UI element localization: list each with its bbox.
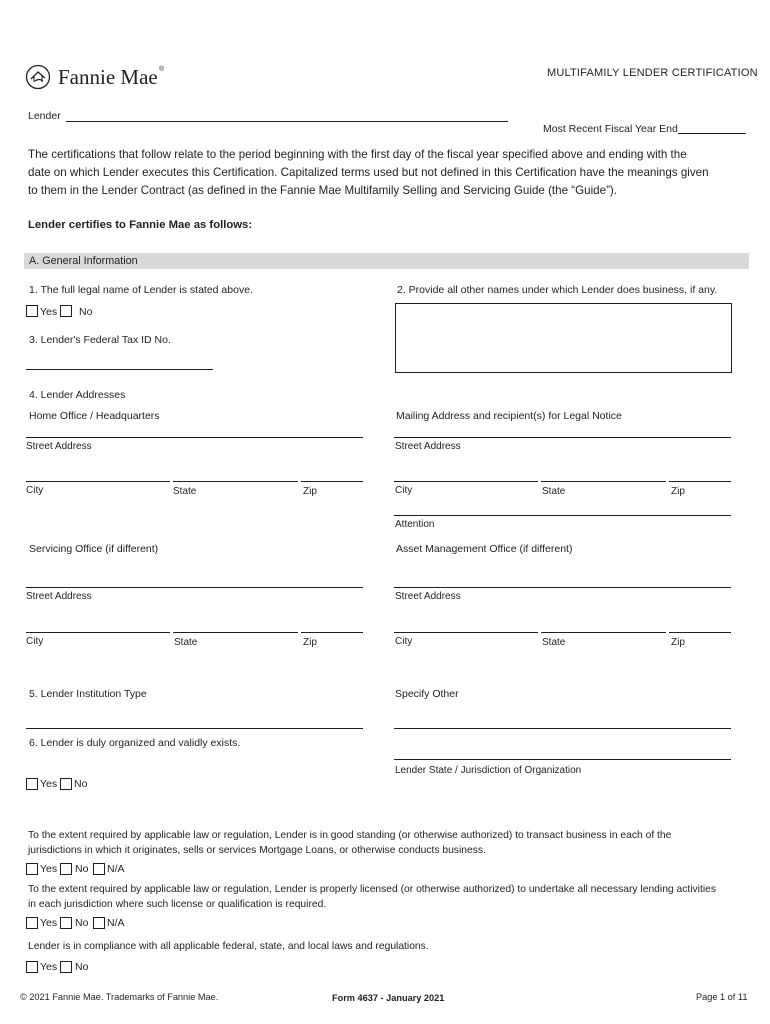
asset-city-label: City bbox=[395, 636, 413, 647]
servicing-city-input[interactable] bbox=[26, 632, 170, 633]
licensed-na-label: N/A bbox=[107, 917, 125, 929]
footer-form-number: Form 4637 - January 2021 bbox=[332, 993, 445, 1003]
licensed-line: in each jurisdiction where such license or qualification is required. bbox=[28, 899, 327, 910]
intro-line: The certifications that follow relate to the period beginning with the first day of the fiscal year specified above and ending with the bbox=[28, 148, 687, 161]
good-standing-yes-label: Yes bbox=[40, 863, 58, 875]
logo-text: Fannie Mae bbox=[58, 65, 158, 89]
asset-city-input[interactable] bbox=[394, 632, 538, 633]
servicing-office-label: Servicing Office (if different) bbox=[29, 543, 159, 555]
q6-label: 6. Lender is duly organized and validly exists. bbox=[29, 737, 241, 749]
q6-yes-label: Yes bbox=[40, 778, 58, 790]
licensed-no-checkbox[interactable] bbox=[60, 917, 72, 929]
institution-type-input[interactable] bbox=[26, 728, 363, 729]
q5-label: 5. Lender Institution Type bbox=[29, 688, 147, 700]
mailing-state-input[interactable] bbox=[541, 481, 666, 482]
other-names-textarea[interactable] bbox=[395, 303, 732, 373]
good-standing-no-label: No bbox=[75, 863, 89, 875]
mailing-zip-input[interactable] bbox=[669, 481, 731, 482]
home-state-input[interactable] bbox=[173, 481, 298, 482]
q1-yes-label: Yes bbox=[40, 306, 58, 318]
licensed-no-label: No bbox=[75, 917, 89, 929]
home-office-label: Home Office / Headquarters bbox=[29, 410, 160, 422]
intro-line: date on which Lender executes this Certification. Capitalized terms used but not defined in this Certification have the meanings given bbox=[28, 166, 709, 179]
attention-label: Attention bbox=[395, 519, 435, 530]
asset-zip-label: Zip bbox=[671, 637, 685, 648]
intro-paragraph bbox=[28, 146, 748, 200]
intro-line: to them in the Lender Contract (as defined in the Fannie Mae Multifamily Selling and Servicing Guide (the “Guide”). bbox=[28, 184, 618, 197]
licensed-yes-label: Yes bbox=[40, 917, 58, 929]
footer-copyright: © 2021 Fannie Mae. Trademarks of Fannie Mae. bbox=[20, 992, 219, 1002]
home-street-input[interactable] bbox=[26, 437, 363, 438]
licensed-yes-checkbox[interactable] bbox=[26, 917, 38, 929]
q1-yes-checkbox[interactable] bbox=[26, 305, 38, 317]
asset-mgmt-office-label: Asset Management Office (if different) bbox=[396, 543, 573, 555]
logo-registered-mark: ® bbox=[159, 66, 165, 73]
compliance-no-label: No bbox=[75, 961, 89, 973]
section-a-header bbox=[24, 253, 749, 269]
servicing-state-input[interactable] bbox=[173, 632, 298, 633]
mailing-city-input[interactable] bbox=[394, 481, 538, 482]
asset-state-label: State bbox=[542, 637, 566, 648]
lender-state-label: Lender State / Jurisdiction of Organization bbox=[395, 765, 582, 776]
good-standing-no-checkbox[interactable] bbox=[60, 863, 72, 875]
home-zip-input[interactable] bbox=[301, 481, 363, 482]
q6-no-label: No bbox=[74, 778, 88, 790]
good-standing-na-checkbox[interactable] bbox=[93, 863, 105, 875]
licensed-na-checkbox[interactable] bbox=[93, 917, 105, 929]
compliance-yes-label: Yes bbox=[40, 961, 58, 973]
compliance-yes-checkbox[interactable] bbox=[26, 961, 38, 973]
home-state-label: State bbox=[173, 486, 197, 497]
q2-label: 2. Provide all other names under which Lender does business, if any. bbox=[397, 284, 718, 296]
mailing-street-input[interactable] bbox=[394, 437, 731, 438]
mailing-zip-label: Zip bbox=[671, 486, 685, 497]
footer-page-number: Page 1 of 11 bbox=[696, 992, 748, 1002]
fiscal-year-input[interactable] bbox=[678, 133, 746, 134]
servicing-state-label: State bbox=[174, 637, 198, 648]
servicing-city-label: City bbox=[26, 636, 44, 647]
home-city-label: City bbox=[26, 485, 44, 496]
q4-label: 4. Lender Addresses bbox=[29, 389, 126, 401]
q6-yes-checkbox[interactable] bbox=[26, 778, 38, 790]
home-street-label: Street Address bbox=[26, 441, 92, 452]
asset-street-label: Street Address bbox=[395, 591, 461, 602]
lender-label: Lender bbox=[28, 110, 61, 122]
certifies-heading: Lender certifies to Fannie Mae as follows: bbox=[28, 219, 253, 231]
tax-id-input[interactable] bbox=[26, 369, 213, 370]
mailing-state-label: State bbox=[542, 486, 566, 497]
servicing-street-input[interactable] bbox=[26, 587, 363, 588]
q3-label: 3. Lender's Federal Tax ID No. bbox=[29, 334, 171, 346]
good-standing-line: jurisdictions in which it originates, sells or services Mortgage Loans, or otherwise conducts business. bbox=[28, 845, 486, 856]
specify-other-input[interactable] bbox=[394, 728, 731, 729]
q1-label: 1. The full legal name of Lender is stated above. bbox=[29, 284, 253, 296]
section-a-title: A. General Information bbox=[29, 255, 138, 267]
compliance-no-checkbox[interactable] bbox=[60, 961, 72, 973]
asset-state-input[interactable] bbox=[541, 632, 666, 633]
mailing-address-label: Mailing Address and recipient(s) for Legal Notice bbox=[396, 410, 622, 422]
home-zip-label: Zip bbox=[303, 486, 317, 497]
licensed-paragraph bbox=[28, 882, 750, 912]
mailing-street-label: Street Address bbox=[395, 441, 461, 452]
fiscal-year-label: Most Recent Fiscal Year End bbox=[543, 123, 678, 135]
servicing-zip-input[interactable] bbox=[301, 632, 363, 633]
asset-street-input[interactable] bbox=[394, 587, 731, 588]
specify-other-label: Specify Other bbox=[395, 688, 459, 700]
good-standing-na-label: N/A bbox=[107, 863, 125, 875]
good-standing-line: To the extent required by applicable law or regulation, Lender is in good standing (or otherwise authorized) to transact business in each of the bbox=[28, 830, 672, 841]
q1-no-checkbox[interactable] bbox=[60, 305, 72, 317]
home-city-input[interactable] bbox=[26, 481, 170, 482]
servicing-street-label: Street Address bbox=[26, 591, 92, 602]
asset-zip-input[interactable] bbox=[669, 632, 731, 633]
good-standing-paragraph bbox=[28, 828, 750, 858]
compliance-paragraph: Lender is in compliance with all applicable federal, state, and local laws and regulations. bbox=[28, 941, 429, 952]
mailing-city-label: City bbox=[395, 485, 413, 496]
attention-input[interactable] bbox=[394, 515, 731, 516]
form-title: MULTIFAMILY LENDER CERTIFICATION bbox=[547, 67, 758, 79]
house-logo-icon bbox=[25, 64, 51, 90]
q6-no-checkbox[interactable] bbox=[60, 778, 72, 790]
licensed-line: To the extent required by applicable law or regulation, Lender is properly licensed (or otherwise authorized) to undertake all necessary lending activities bbox=[28, 884, 716, 895]
fannie-mae-logo bbox=[25, 63, 165, 91]
lender-input[interactable] bbox=[66, 121, 508, 122]
good-standing-yes-checkbox[interactable] bbox=[26, 863, 38, 875]
lender-state-input[interactable] bbox=[394, 759, 731, 760]
q1-no-label: No bbox=[79, 306, 93, 318]
servicing-zip-label: Zip bbox=[303, 637, 317, 648]
